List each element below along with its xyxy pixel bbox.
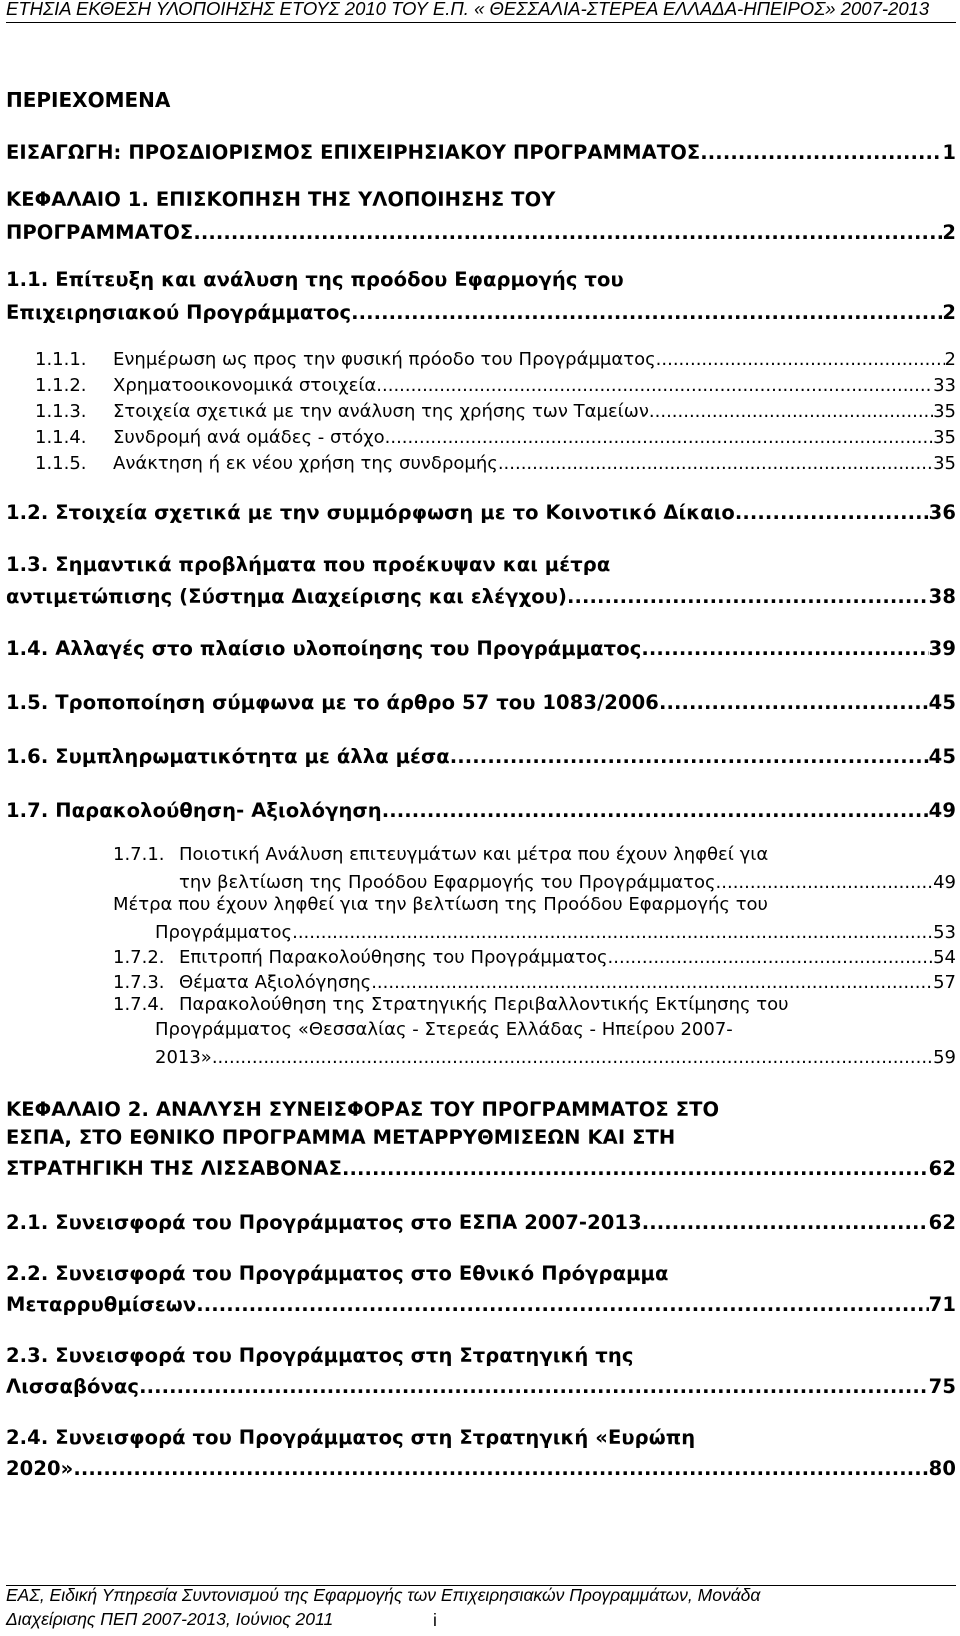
- toc-entry-number: 1.1.3.: [35, 401, 87, 422]
- toc-entry-title: Προγράμματος: [155, 922, 293, 943]
- dot-leader: [498, 453, 933, 474]
- contents-heading: ΠΕΡΙΕΧΟΜΕΝΑ: [6, 88, 171, 112]
- toc-page-number: 75: [928, 1375, 956, 1398]
- toc-entry-title: Ανάκτηση ή εκ νέου χρήση της συνδρομής: [113, 453, 498, 474]
- dot-leader: [649, 401, 933, 422]
- toc-entry-1-1-3[interactable]: [35, 398, 956, 422]
- toc-page-number: 2: [942, 301, 956, 324]
- toc-entry-1-7-4-line2[interactable]: Προγράμματος «Θεσσαλίας - Στερεάς Ελλάδας - Ηπείρου 2007-: [155, 1019, 733, 1040]
- toc-entry-1-3[interactable]: [6, 582, 956, 608]
- toc-entry-number: 1.7.3.: [113, 972, 165, 993]
- toc-entry-1-7-1-line1[interactable]: Ποιοτική Ανάλυση επιτευγμάτων και μέτρα που έχουν ληφθεί για: [179, 844, 769, 865]
- toc-entry-number: 1.1.4.: [35, 427, 87, 448]
- toc-entry-1-7-3[interactable]: [113, 969, 956, 993]
- dot-leader: [351, 301, 942, 324]
- toc-page-number: 39: [928, 637, 956, 660]
- toc-entry-chapter-2[interactable]: [6, 1154, 956, 1180]
- toc-page-number: 62: [928, 1211, 956, 1234]
- dot-leader: [193, 221, 942, 244]
- toc-entry-1-3-line1[interactable]: 1.3. Σημαντικά προβλήματα που προέκυψαν και μέτρα: [6, 553, 611, 576]
- toc-entry-title: 2.1. Συνεισφορά του Προγράμματος στο ΕΣΠΑ 2007-2013: [6, 1211, 642, 1234]
- toc-entry-1-5[interactable]: [6, 688, 956, 714]
- toc-page-number: 35: [933, 453, 956, 474]
- toc-page-number: 38: [928, 585, 956, 608]
- dot-leader: [212, 1047, 933, 1068]
- dot-leader: [567, 585, 929, 608]
- toc-entry-title: Συνδρομή ανά ομάδες - στόχο: [113, 427, 385, 448]
- dot-leader: [641, 637, 928, 660]
- dot-leader: [450, 745, 929, 768]
- toc-entry-chapter-1[interactable]: [6, 218, 956, 244]
- toc-entry-1-2[interactable]: [6, 498, 956, 524]
- toc-entry-title: Ενημέρωση ως προς την φυσική πρόοδο του Προγράμματος: [113, 349, 656, 370]
- dot-leader: [371, 972, 933, 993]
- toc-entry-1-1-line1[interactable]: 1.1. Επίτευξη και ανάλυση της προόδου Εφαρμογής του: [6, 268, 624, 291]
- dot-leader: [716, 872, 934, 893]
- toc-entry-1-1-5[interactable]: [35, 450, 956, 474]
- toc-page-number: 59: [933, 1047, 956, 1068]
- dot-leader: [139, 1375, 929, 1398]
- toc-entry-title: 1.7. Παρακολούθηση- Αξιολόγηση: [6, 799, 382, 822]
- dot-leader: [292, 922, 933, 943]
- toc-page-number: 2: [944, 349, 956, 370]
- toc-page-number: 33: [933, 375, 956, 396]
- dot-leader: [642, 1211, 929, 1234]
- toc-entry-number: 1.1.2.: [35, 375, 87, 396]
- toc-entry-title: 2013»: [155, 1047, 212, 1068]
- toc-page-number: 45: [928, 745, 956, 768]
- footer-text-line1: ΕΑΣ, Ειδική Υπηρεσία Συντονισμού της Εφαρμογής των Επιχειρησιακών Προγραμμάτων, Μονάδα: [6, 1585, 761, 1605]
- dot-leader: [382, 799, 929, 822]
- toc-page-number: 45: [928, 691, 956, 714]
- toc-page-number: 54: [933, 947, 956, 968]
- toc-entry-title: Λισσαβόνας: [6, 1375, 140, 1398]
- toc-page-number: 1: [942, 141, 956, 164]
- toc-page-number: 57: [933, 972, 956, 993]
- toc-entry-measures-line1[interactable]: Μέτρα που έχουν ληφθεί για την βελτίωση της Προόδου Εφαρμογής του: [113, 894, 768, 915]
- toc-entry-title: ΠΡΟΓΡΑΜΜΑΤΟΣ: [6, 221, 194, 244]
- toc-entry-1-7-2[interactable]: [113, 944, 956, 968]
- toc-entry-2-3-line1[interactable]: 2.3. Συνεισφορά του Προγράμματος στη Στρατηγική της: [6, 1344, 634, 1367]
- toc-entry-number: 1.7.2.: [113, 947, 165, 968]
- toc-page-number: 53: [933, 922, 956, 943]
- dot-leader: [196, 1293, 928, 1316]
- toc-entry-2-2-line1[interactable]: 2.2. Συνεισφορά του Προγράμματος στο Εθνικό Πρόγραμμα: [6, 1262, 669, 1285]
- toc-entry-1-7-4[interactable]: [155, 1044, 956, 1068]
- dot-leader: [73, 1457, 928, 1480]
- dot-leader: [376, 375, 933, 396]
- running-header: ΕΤΗΣΙΑ ΕΚΘΕΣΗ ΥΛΟΠΟΙΗΣΗΣ ΕΤΟΥΣ 2010 ΤΟΥ Ε.Π. « ΘΕΣΣΑΛΙΑ-ΣΤΕΡΕΑ ΕΛΛΑΔΑ-ΗΠΕΙΡΟΣ» 2007-2013: [6, 0, 930, 19]
- toc-entry-title: 1.2. Στοιχεία σχετικά με την συμμόρφωση με το Κοινοτικό Δίκαιο: [6, 501, 735, 524]
- toc-entry-title: Χρηματοοικονομικά στοιχεία: [113, 375, 377, 396]
- toc-entry-chapter-2-line2[interactable]: ΕΣΠΑ, ΣΤΟ ΕΘΝΙΚΟ ΠΡΟΓΡΑΜΜΑ ΜΕΤΑΡΡΥΘΜΙΣΕΩΝ ΚΑΙ ΣΤΗ: [6, 1126, 676, 1149]
- toc-page-number: 2: [942, 221, 956, 244]
- toc-entry-title: 2020»: [6, 1457, 74, 1480]
- toc-entry-title: αντιμετώπισης (Σύστημα Διαχείρισης και ελέγχου): [6, 585, 568, 608]
- dot-leader: [656, 349, 945, 370]
- toc-page-number: 36: [928, 501, 956, 524]
- dot-leader: [342, 1157, 929, 1180]
- toc-entry-2-2[interactable]: [6, 1290, 956, 1316]
- toc-entry-number: 1.1.1.: [35, 349, 87, 370]
- page-number: i: [433, 1610, 437, 1630]
- toc-entry-title: ΕΙΣΑΓΩΓΗ: ΠΡΟΣΔΙΟΡΙΣΜΟΣ ΕΠΙΧΕΙΡΗΣΙΑΚΟΥ ΠΡΟΓΡΑΜΜΑΤΟΣ: [6, 141, 701, 164]
- toc-entry-chapter-2-line1[interactable]: ΚΕΦΑΛΑΙΟ 2. ΑΝΑΛΥΣΗ ΣΥΝΕΙΣΦΟΡΑΣ ΤΟΥ ΠΡΟΓΡΑΜΜΑΤΟΣ ΣΤΟ: [6, 1098, 720, 1121]
- dot-leader: [659, 691, 929, 714]
- toc-entry-1-7-4-number: 1.7.4.: [113, 994, 165, 1015]
- toc-entry-title: 1.5. Τροποποίηση σύμφωνα με το άρθρο 57 του 1083/2006: [6, 691, 659, 714]
- toc-entry-1-7-1[interactable]: [179, 869, 956, 893]
- toc-entry-1-4[interactable]: [6, 634, 956, 660]
- toc-entry-2-3[interactable]: [6, 1372, 956, 1398]
- toc-entry-measures[interactable]: [155, 919, 956, 943]
- footer-text-line2: Διαχείρισης ΠΕΠ 2007-2013, Ιούνιος 2011: [6, 1609, 334, 1629]
- toc-page-number: 80: [928, 1457, 956, 1480]
- toc-entry-2-4-line1[interactable]: 2.4. Συνεισφορά του Προγράμματος στη Στρατηγική «Ευρώπη: [6, 1426, 696, 1449]
- toc-page-number: 35: [933, 427, 956, 448]
- toc-page-number: 49: [928, 799, 956, 822]
- toc-entry-title: Επιτροπή Παρακολούθησης του Προγράμματος: [179, 947, 608, 968]
- toc-entry-title: Στοιχεία σχετικά με την ανάλυση της χρήσης των Ταμείων: [113, 401, 649, 422]
- dot-leader: [700, 141, 942, 164]
- dot-leader: [608, 947, 934, 968]
- toc-entry-chapter-1-line1[interactable]: ΚΕΦΑΛΑΙΟ 1. ΕΠΙΣΚΟΠΗΣΗ ΤΗΣ ΥΛΟΠΟΙΗΣΗΣ ΤΟΥ: [6, 188, 556, 211]
- dot-leader: [735, 501, 929, 524]
- toc-entry-2-4[interactable]: [6, 1454, 956, 1480]
- toc-entry-1-1-4[interactable]: [35, 424, 956, 448]
- toc-entry-title: Θέματα Αξιολόγησης: [179, 972, 372, 993]
- toc-entry-title: 1.6. Συμπληρωματικότητα με άλλα μέσα: [6, 745, 450, 768]
- dot-leader: [385, 427, 933, 448]
- toc-page-number: 62: [928, 1157, 956, 1180]
- toc-page-number: 71: [928, 1293, 956, 1316]
- toc-entry-1-1[interactable]: [6, 298, 956, 324]
- toc-entry-1-6[interactable]: [6, 742, 956, 768]
- toc-entry-1-7-4-line1[interactable]: Παρακολούθηση της Στρατηγικής Περιβαλλοντικής Εκτίμησης του: [179, 994, 789, 1015]
- toc-entry-1-1-2[interactable]: [35, 372, 956, 396]
- toc-entry-number: 1.1.5.: [35, 453, 87, 474]
- toc-entry-intro[interactable]: [6, 138, 956, 164]
- toc-entry-title: Μεταρρυθμίσεων: [6, 1293, 197, 1316]
- toc-entry-title: Επιχειρησιακού Προγράμματος: [6, 301, 352, 324]
- toc-entry-2-1[interactable]: [6, 1208, 956, 1234]
- toc-entry-title: ΣΤΡΑΤΗΓΙΚΗ ΤΗΣ ΛΙΣΣΑΒΟΝΑΣ: [6, 1157, 343, 1180]
- toc-entry-title: 1.4. Αλλαγές στο πλαίσιο υλοποίησης του Προγράμματος: [6, 637, 642, 660]
- toc-entry-title: την βελτίωση της Προόδου Εφαρμογής του Προγράμματος: [179, 872, 716, 893]
- header-rule: [6, 22, 956, 23]
- toc-entry-1-7-1-number: 1.7.1.: [113, 844, 165, 865]
- toc-page-number: 35: [933, 401, 956, 422]
- toc-entry-1-7[interactable]: [6, 796, 956, 822]
- toc-page-number: 49: [933, 872, 956, 893]
- toc-entry-1-1-1[interactable]: [35, 346, 956, 370]
